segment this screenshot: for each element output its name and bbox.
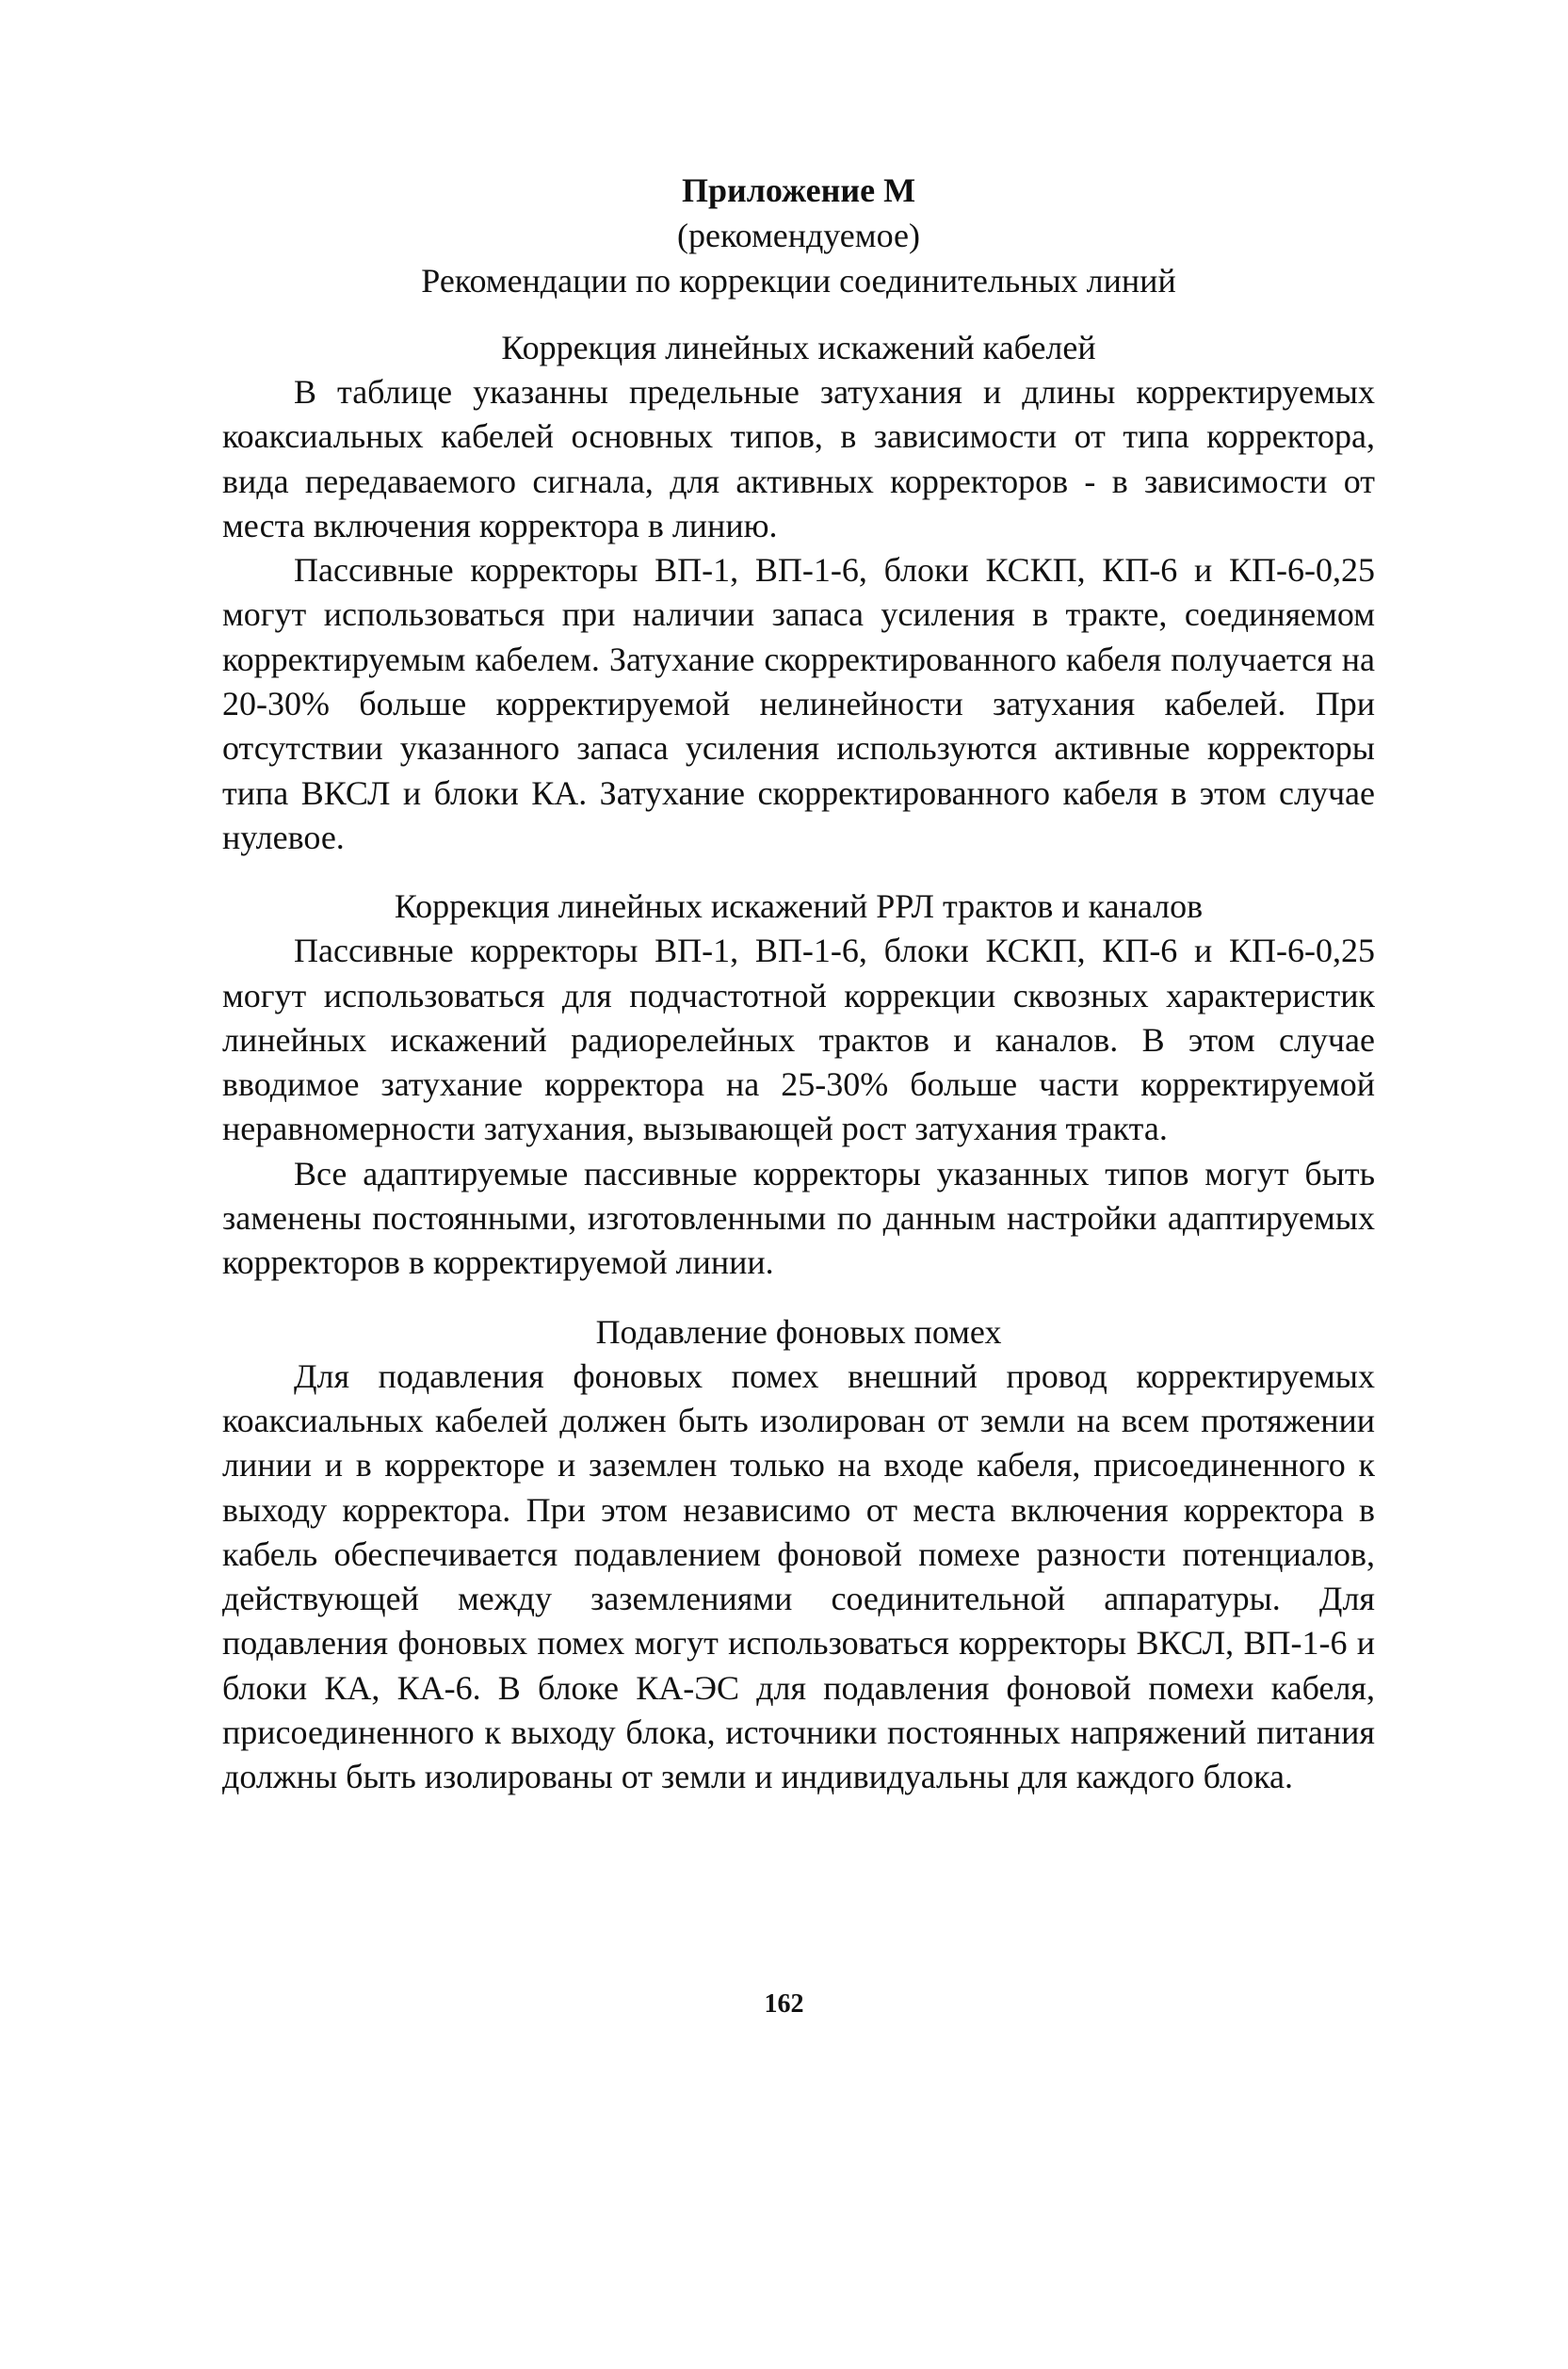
section-title-noise-suppression: Подавление фоновых помех xyxy=(595,1312,1002,1351)
section-title-cable-correction: Коррекция линейных искажений кабелей xyxy=(501,329,1096,366)
section-title-rrl-correction: Коррекция линейных искажений РРЛ трактов и каналов xyxy=(394,887,1204,926)
appendix-type: (рекомендуемое) xyxy=(677,217,920,254)
appendix-title: Приложение М xyxy=(681,171,916,209)
paragraph: Все адаптируемые пассивные корректоры указанных типов могут быть заменены постоянными, изготовленными по данным настройки адаптируемых корректоров в корректируемой линии. xyxy=(222,1154,1375,1282)
paragraph: В таблице указанны предельные затухания и длины корректируемых коаксиальных кабелей основных типов, в зависимости от типа корректора, вида передаваемого сигнала, для активных корректоров - в зависимости от места включения корректора в линию. xyxy=(222,373,1375,544)
paragraph: Пассивные корректоры ВП-1, ВП-1-6, блоки КСКП, КП-6 и КП-6-0,25 могут использоваться для подчастотной коррекции сквозных характеристик линейных искажений радиорелейных трактов и каналов. В этом случае вводимое затухание корректора на 25-30% больше части корректируемой неравномерности затухания, вызывающей рост затухания тракта. xyxy=(222,932,1375,1148)
appendix-subject: Рекомендации по коррекции соединительных линий xyxy=(421,262,1176,300)
paragraph: Для подавления фоновых помех внешний провод корректируемых коаксиальных кабелей должен быть изолирован от земли на всем протяжении линии и в корректоре и заземлен только на входе кабеля, присоединенного к выходу корректора. При этом независимо от места включения корректора в кабель обеспечивается подавлением фоновой помехе разности потенциалов, действующей между заземлениями соединительной аппаратуры. Для подавления фоновых помех могут использоваться корректоры ВКСЛ, ВП-1-6 и блоки КА, КА-6. В блоке КА-ЭС для подавления фоновой помехи кабеля, присоединенного к выходу блока, источники постоянных напряжений питания должны быть изолированы от земли и индивидуальны для каждого блока. xyxy=(222,1356,1375,1796)
document-page xyxy=(222,168,1375,1800)
paragraph: Пассивные корректоры ВП-1, ВП-1-6, блоки КСКП, КП-6 и КП-6-0,25 могут использоваться при наличии запаса усиления в тракте, соединяемом корректируемым кабелем. Затухание скорректированного кабеля получается на 20-30% больше корректируемой нелинейности затухания кабелей. При отсутствии указанного запаса усиления используются активные корректоры типа ВКСЛ и блоки КА. Затухание скорректированного кабеля в этом случае нулевое. xyxy=(222,551,1375,856)
page-number: 162 xyxy=(764,1989,804,2019)
